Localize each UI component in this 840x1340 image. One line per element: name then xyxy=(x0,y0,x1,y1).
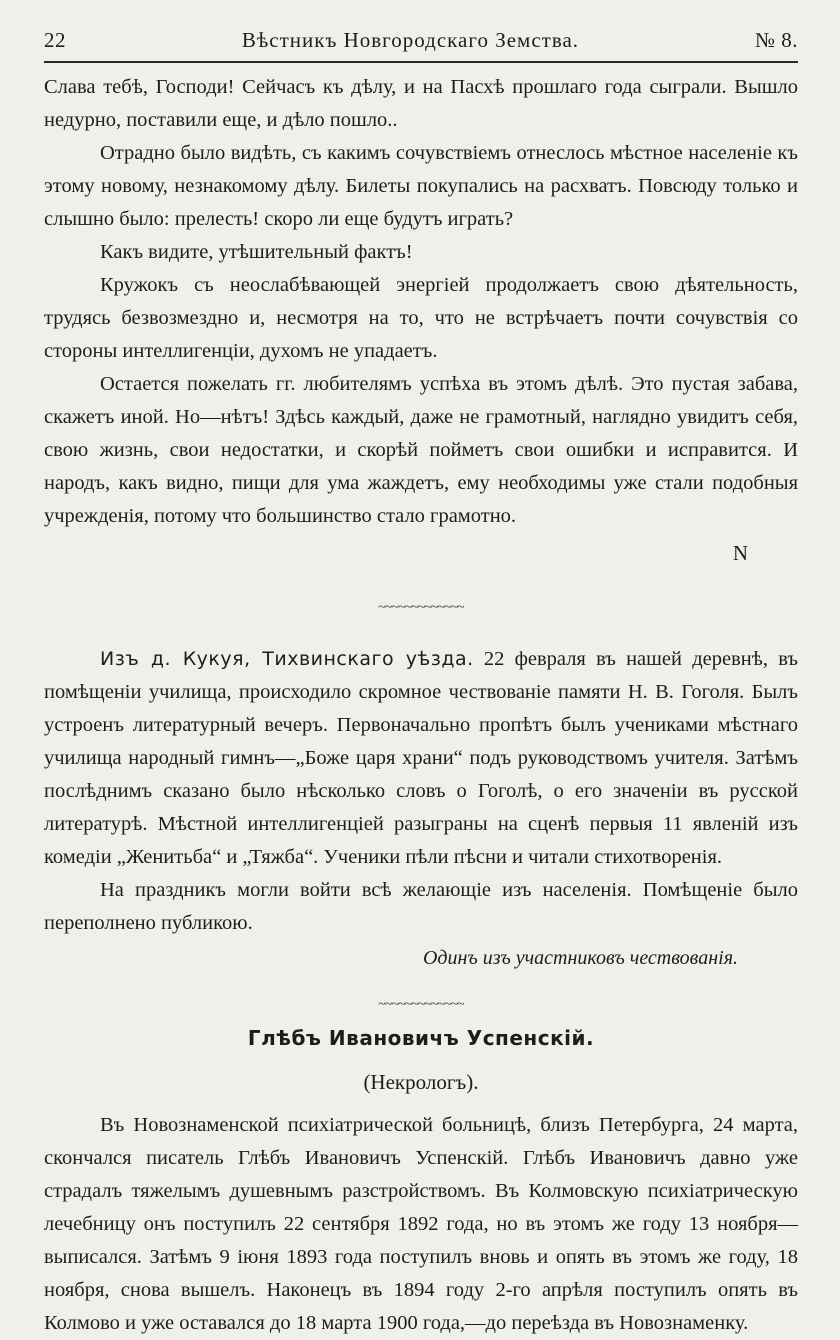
section-subtitle: (Некрологъ). xyxy=(363,1070,479,1094)
article-obituary xyxy=(44,1026,798,1340)
paragraph-text: 22 февраля въ нашей деревнѣ, въ помѣщеніи училища, происходило скромное чествованіе памяти Н. В. Гоголя. Былъ устроенъ литературный вечеръ. Первоначально пропѣтъ былъ учениками мѣстнаго училища народный гимнъ—„Боже царя храни“ подъ руководствомъ учителя. Затѣмъ послѣднимъ сказано было нѣсколько словъ о Гоголѣ, о его значеніи въ русской литературѣ. Мѣстной интеллигенціей разыграны на сценѣ первыя 11 явленій изъ комедіи „Женитьба“ и „Тяжба“. Ученики пѣли пѣсни и читали стихотворенія. xyxy=(44,648,798,868)
paragraph: На праздникъ могли войти всѣ желающіе изъ населенія. Помѣщеніе было переполнено публикою. xyxy=(44,879,798,934)
page-number: 22 xyxy=(44,28,66,52)
article-theatre-circle xyxy=(44,71,798,573)
paragraph: Остается пожелать гг. любителямъ успѣха въ этомъ дѣлѣ. Это пустая забава, скажетъ иной. Но—нѣтъ! Здѣсь каждый, даже не грамотный, наглядно увидитъ себя, свою жизнь, свои недостатки, и скорѣй пойметъ свои ошибки и исправится. И народъ, какъ видно, пищи для ума жаждетъ, ему необходимы уже стали подобныя учрежденія, потому что большинство стало грамотно. xyxy=(44,373,798,527)
paragraph: Кружокъ съ неослабѣвающей энергіей продолжаетъ свою дѣятельность, трудясь безвозмездно и, несмотря на то, что не встрѣчаетъ почти сочувствія со стороны интеллигенціи, духомъ не упадаетъ. xyxy=(44,274,798,362)
paragraph: Слава тебѣ, Господи! Сейчасъ къ дѣлу, и на Пасхѣ прошлаго года сыграли. Вышло недурно, поставили еще, и дѣло пошло.. xyxy=(44,76,798,131)
section-divider: ~~~~~~~~~~~~~ xyxy=(378,997,464,1012)
section-divider: ~~~~~~~~~~~~~ xyxy=(378,600,464,615)
journal-title: Вѣстникъ Новгородскаго Земства. xyxy=(241,28,580,52)
paragraph: Какъ видите, утѣшительный фактъ! xyxy=(100,241,413,263)
paragraph: Въ Новознаменской психіатрической больницѣ, близъ Петербурга, 24 марта, скончался писатель Глѣбъ Ивановичъ Успенскій. Глѣбъ Ивановичъ давно уже страдалъ тяжелымъ душевнымъ разстройствомъ. Въ Колмовскую психіатрическую лечебницу онъ поступилъ 22 сентября 1892 года, но въ этомъ же году 13 ноября—выписался. Затѣмъ 9 іюня 1893 года поступилъ вновь и опять въ этомъ же году, 18 ноября, снова вышелъ. Наконецъ въ 1894 году 2-го апрѣля поступилъ опять въ Колмово и уже оставался до 18 марта 1900 года,—до переѣзда въ Новознаменку. xyxy=(44,1114,798,1334)
page-header xyxy=(44,28,798,63)
dateline: Изъ д. Кукуя, Тихвинскаго уѣзда. xyxy=(100,648,474,670)
article-gogol-evening xyxy=(44,643,798,976)
author-signature: Одинъ изъ участниковъ чествованія. xyxy=(422,947,738,969)
paragraph xyxy=(44,643,798,874)
issue-number: № 8. xyxy=(754,28,798,52)
section-title: Глѣбъ Ивановичъ Успенскій. xyxy=(247,1026,595,1050)
paragraph: Отрадно было видѣть, съ какимъ сочувствіемъ отнеслось мѣстное населеніе къ этому новому, незнакомому дѣлу. Билеты покупались на расхватъ. Повсюду только и слышно было: прелесть! скоро ли еще будутъ играть? xyxy=(44,142,798,230)
author-signature: N xyxy=(732,541,748,565)
